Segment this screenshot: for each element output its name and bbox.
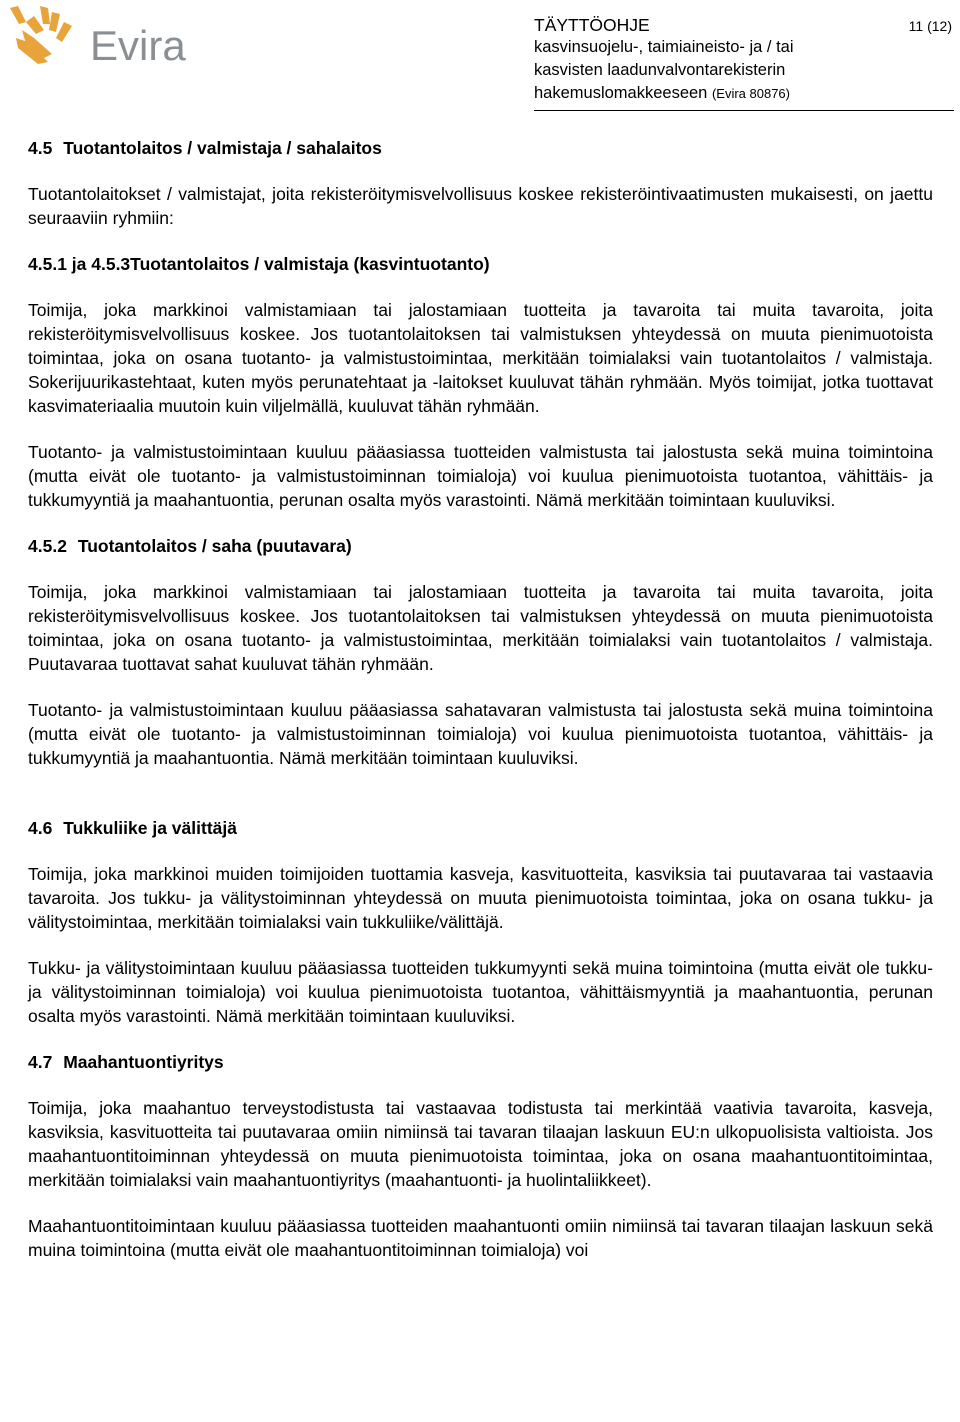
document-title: TÄYTTÖOHJE [534, 15, 650, 35]
subtitle-line-2: kasvisten laadunvalvontarekisterin [534, 61, 786, 79]
heading-4-6 [28, 816, 933, 840]
heading-4-7-title: Maahantuontiyritys [63, 1052, 224, 1072]
heading-4-5-title: Tuotantolaitos / valmistaja / sahalaitos [63, 138, 382, 158]
heading-4-5-1-3-number: 4.5.1 ja 4.5.3 [28, 254, 131, 274]
heading-4-5-1-3-title: Tuotantolaitos / valmistaja (kasvintuotanto) [130, 254, 490, 274]
header-rule [534, 110, 954, 111]
section-4-6-paragraph-1: Toimija, joka markkinoi muiden toimijoiden tuottamia kasveja, kasvituotteita, kasviksia tai puutavaraa tai vastaavia tavaroita. Jos tukku- ja välitystoiminnan yhteydessä on muuta pienimuotoista toimintaa, joka on osana tukku- ja välitystoimintaa, merkitään toimialaksi vain tukkuliike/välittäjä. [28, 864, 933, 932]
section-4-5-1-3-paragraph-2: Tuotanto- ja valmistustoimintaan kuuluu pääasiassa tuotteiden valmistusta tai jalostusta sekä muina toimintoina (mutta eivät ole tuotanto- ja valmistustoiminnan toimialoja) voi kuulua pienimuotoista tuotantoa, vähittäis- ja tukkumyyntiä ja maahantuontia, perunan osalta myös varastointi. Nämä merkitään toimintaan kuuluviksi. [28, 442, 933, 510]
page-number: 11 (12) [908, 18, 952, 34]
heading-4-6-number: 4.6 [28, 818, 53, 838]
heading-4-5-1-3 [28, 252, 933, 276]
heading-4-7-number: 4.7 [28, 1052, 53, 1072]
heading-4-5-2-title: Tuotantolaitos / saha (puutavara) [77, 536, 352, 556]
logo-text: Evira [90, 22, 186, 69]
subtitle-line-3-wrap [534, 82, 954, 105]
evira-logo [4, 2, 214, 72]
heading-4-6-title: Tukkuliike ja välittäjä [63, 818, 237, 838]
document-header [534, 14, 954, 105]
section-4-7-paragraph-2: Maahantuontitoimintaan kuuluu pääasiassa tuotteiden maahantuonti omiin nimiinsä tai tavaran tilaajan laskuun sekä muina toimintoina (mutta eivät ole maahantuontitoiminnan toimialoja) voi [28, 1216, 933, 1260]
section-4-5-2-paragraph-2: Tuotanto- ja valmistustoimintaan kuuluu pääasiassa sahatavaran valmistusta tai jalostusta sekä muina toimintoina (mutta eivät ole tuotanto- ja valmistustoiminnan toimialoja) voi kuulua pienimuotoista tuotantoa, vähittäis- ja tukkumyyntiä ja maahantuontia. Nämä merkitään toimintaan kuuluviksi. [28, 700, 933, 768]
document-body [28, 136, 933, 1262]
subtitle-line-1: kasvinsuojelu-, taimiaineisto- ja / tai [534, 38, 794, 56]
section-4-7-paragraph-1: Toimija, joka maahantuo terveystodistusta tai vastaavaa todistusta tai merkintää vaativia tavaroita, kasveja, kasviksia, kasvituotteita tai puutavaraa omiin nimiinsä tai tavaran tilaajan laskuun EU:n ulkopuolisista valtioista. Jos maahantuontitoiminnan yhteydessä on muuta pienimuotoista toimintaa, joka on osana maahantuontitoimintaa, merkitään toimialaksi vain maahantuontiyritys (maahantuonti- ja huolintaliikkeet). [28, 1098, 933, 1190]
heading-4-5-2 [28, 534, 933, 558]
heading-4-7 [28, 1050, 933, 1074]
section-4-6-paragraph-2: Tukku- ja välitystoimintaan kuuluu pääasiassa tuotteiden tukkumyynti sekä muina toimintoina (mutta eivät ole tukku- ja välitystoiminnan toimialoja) voi kuulua pienimuotoista tuotantoa, vähittäismyyntiä ja maahantuontia, perunan osalta myös varastointi. Nämä merkitään toimintaan kuuluviksi. [28, 958, 933, 1026]
section-4-5-intro: Tuotantolaitokset / valmistajat, joita rekisteröitymisvelvollisuus koskee rekisteröintivaatimusten mukaisesti, on jaettu seuraaviin ryhmiin: [28, 184, 933, 228]
heading-4-5-2-number: 4.5.2 [28, 536, 67, 556]
section-4-5-1-3-paragraph-1: Toimija, joka markkinoi valmistamiaan tai jalostamiaan tuotteita ja tavaroita tai muita tavaroita, joita rekisteröitymisvelvollisuus koskee. Jos tuotantolaitoksen tai valmistuksen yhteydessä on muuta pienimuotoista toimintaa, joka on osana tuotanto- ja valmistustoimintaa, merkitään toimialaksi vain tuotantolaitos / valmistaja. Sokerijuurikastehtaat, kuten myös perunatehtaat ja -laitokset kuuluvat tähän ryhmään. Myös toimijat, jotka tuottavat kasvimateriaalia muutoin kuin viljelmällä, kuuluvat tähän ryhmään. [28, 300, 933, 416]
heading-4-5 [28, 136, 933, 160]
heading-4-5-number: 4.5 [28, 138, 53, 158]
section-4-5-2-paragraph-1: Toimija, joka markkinoi valmistamiaan tai jalostamiaan tuotteita ja tavaroita tai muita tavaroita, joita rekisteröitymisvelvollisuus koskee. Jos tuotantolaitoksen tai valmistuksen yhteydessä on muuta pienimuotoista toimintaa, joka on osana tuotanto- ja valmistustoimintaa, merkitään toimialaksi vain tuotantolaitos / valmistaja. Puutavaraa tuottavat sahat kuuluvat tähän ryhmään. [28, 582, 933, 674]
subtitle-line-3: hakemuslomakkeeseen [534, 84, 708, 102]
form-reference: (Evira 80876) [711, 86, 790, 101]
